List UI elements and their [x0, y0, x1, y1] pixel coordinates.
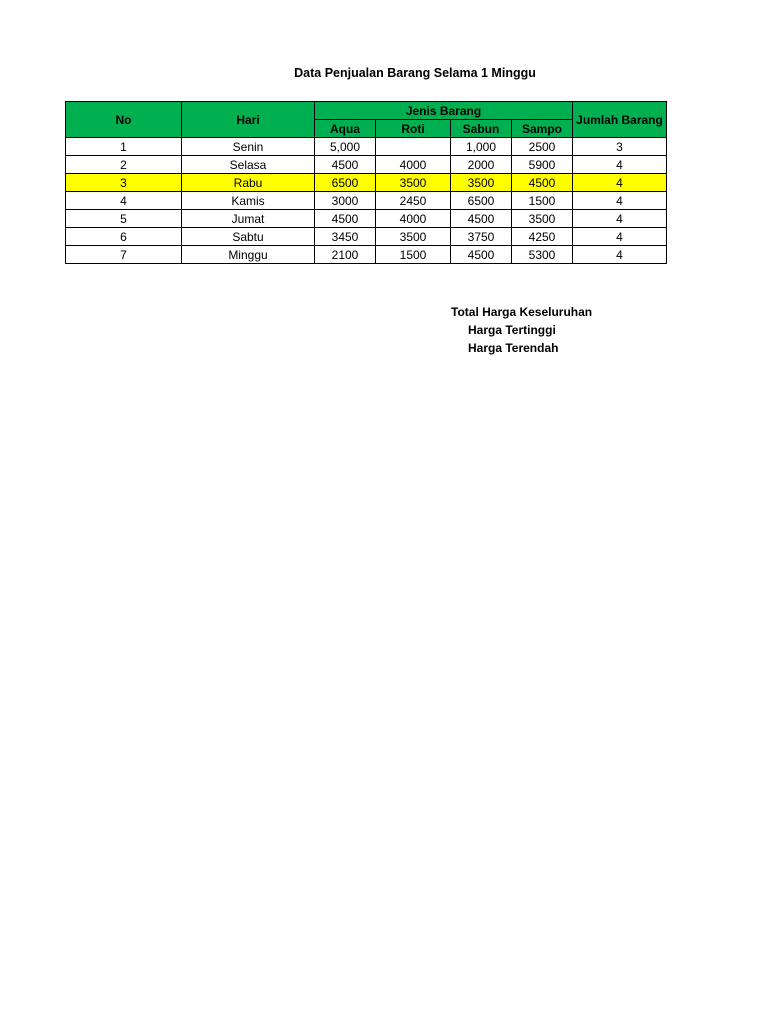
cell-sabun[interactable]: 2000 [451, 156, 512, 174]
cell-aqua[interactable]: 3000 [315, 192, 376, 210]
cell-sabun[interactable]: 6500 [451, 192, 512, 210]
cell-roti[interactable]: 3500 [376, 174, 451, 192]
cell-hari[interactable]: Jumat [182, 210, 315, 228]
cell-sampo[interactable]: 5300 [512, 246, 573, 264]
cell-no[interactable]: 4 [66, 192, 182, 210]
cell-aqua[interactable]: 6500 [315, 174, 376, 192]
cell-jumlah[interactable]: 4 [573, 228, 667, 246]
cell-roti[interactable]: 4000 [376, 156, 451, 174]
header-hari[interactable]: Hari [182, 102, 315, 138]
cell-aqua[interactable]: 5,000 [315, 138, 376, 156]
cell-roti[interactable]: 4000 [376, 210, 451, 228]
cell-hari[interactable]: Rabu [182, 174, 315, 192]
cell-no[interactable]: 7 [66, 246, 182, 264]
summary-lowest-label[interactable]: Harga Terendah [468, 341, 559, 355]
cell-roti[interactable]: 2450 [376, 192, 451, 210]
cell-aqua[interactable]: 3450 [315, 228, 376, 246]
cell-hari[interactable]: Senin [182, 138, 315, 156]
cell-sampo[interactable]: 4250 [512, 228, 573, 246]
cell-sabun[interactable]: 3500 [451, 174, 512, 192]
table-row [66, 138, 667, 156]
cell-sampo[interactable]: 2500 [512, 138, 573, 156]
cell-sabun[interactable]: 1,000 [451, 138, 512, 156]
cell-jumlah[interactable]: 4 [573, 174, 667, 192]
cell-no[interactable]: 5 [66, 210, 182, 228]
table-header-row [66, 102, 667, 120]
cell-aqua[interactable]: 4500 [315, 210, 376, 228]
cell-no[interactable]: 2 [66, 156, 182, 174]
cell-aqua[interactable]: 4500 [315, 156, 376, 174]
summary-total-label[interactable]: Total Harga Keseluruhan [451, 305, 593, 319]
cell-sampo[interactable]: 5900 [512, 156, 573, 174]
header-jenis-barang[interactable]: Jenis Barang [315, 102, 573, 120]
header-sabun[interactable]: Sabun [451, 120, 512, 138]
cell-jumlah[interactable]: 4 [573, 210, 667, 228]
cell-roti[interactable]: 1500 [376, 246, 451, 264]
cell-aqua[interactable]: 2100 [315, 246, 376, 264]
cell-hari[interactable]: Kamis [182, 192, 315, 210]
cell-hari[interactable]: Minggu [182, 246, 315, 264]
cell-jumlah[interactable]: 4 [573, 192, 667, 210]
table-row [66, 228, 667, 246]
cell-roti[interactable] [376, 138, 451, 156]
table-row [66, 210, 667, 228]
table-row [66, 156, 667, 174]
cell-sampo[interactable]: 1500 [512, 192, 573, 210]
summary-highest-label[interactable]: Harga Tertinggi [468, 323, 556, 337]
cell-no[interactable]: 3 [66, 174, 182, 192]
cell-jumlah[interactable]: 3 [573, 138, 667, 156]
sheet-title: Data Penjualan Barang Selama 1 Minggu [294, 66, 536, 80]
header-jumlah-barang[interactable]: Jumlah Barang [573, 102, 667, 138]
header-no[interactable]: No [66, 102, 182, 138]
header-sampo[interactable]: Sampo [512, 120, 573, 138]
summary-block [451, 303, 592, 357]
cell-jumlah[interactable]: 4 [573, 156, 667, 174]
cell-no[interactable]: 1 [66, 138, 182, 156]
cell-hari[interactable]: Selasa [182, 156, 315, 174]
cell-roti[interactable]: 3500 [376, 228, 451, 246]
cell-sampo[interactable]: 3500 [512, 210, 573, 228]
table-row [66, 192, 667, 210]
table-row-highlighted [66, 174, 667, 192]
header-roti[interactable]: Roti [376, 120, 451, 138]
cell-sabun[interactable]: 3750 [451, 228, 512, 246]
cell-jumlah[interactable]: 4 [573, 246, 667, 264]
table-row [66, 246, 667, 264]
cell-sabun[interactable]: 4500 [451, 210, 512, 228]
cell-no[interactable]: 6 [66, 228, 182, 246]
header-aqua[interactable]: Aqua [315, 120, 376, 138]
cell-sampo[interactable]: 4500 [512, 174, 573, 192]
cell-sabun[interactable]: 4500 [451, 246, 512, 264]
sales-table [65, 101, 667, 264]
cell-hari[interactable]: Sabtu [182, 228, 315, 246]
